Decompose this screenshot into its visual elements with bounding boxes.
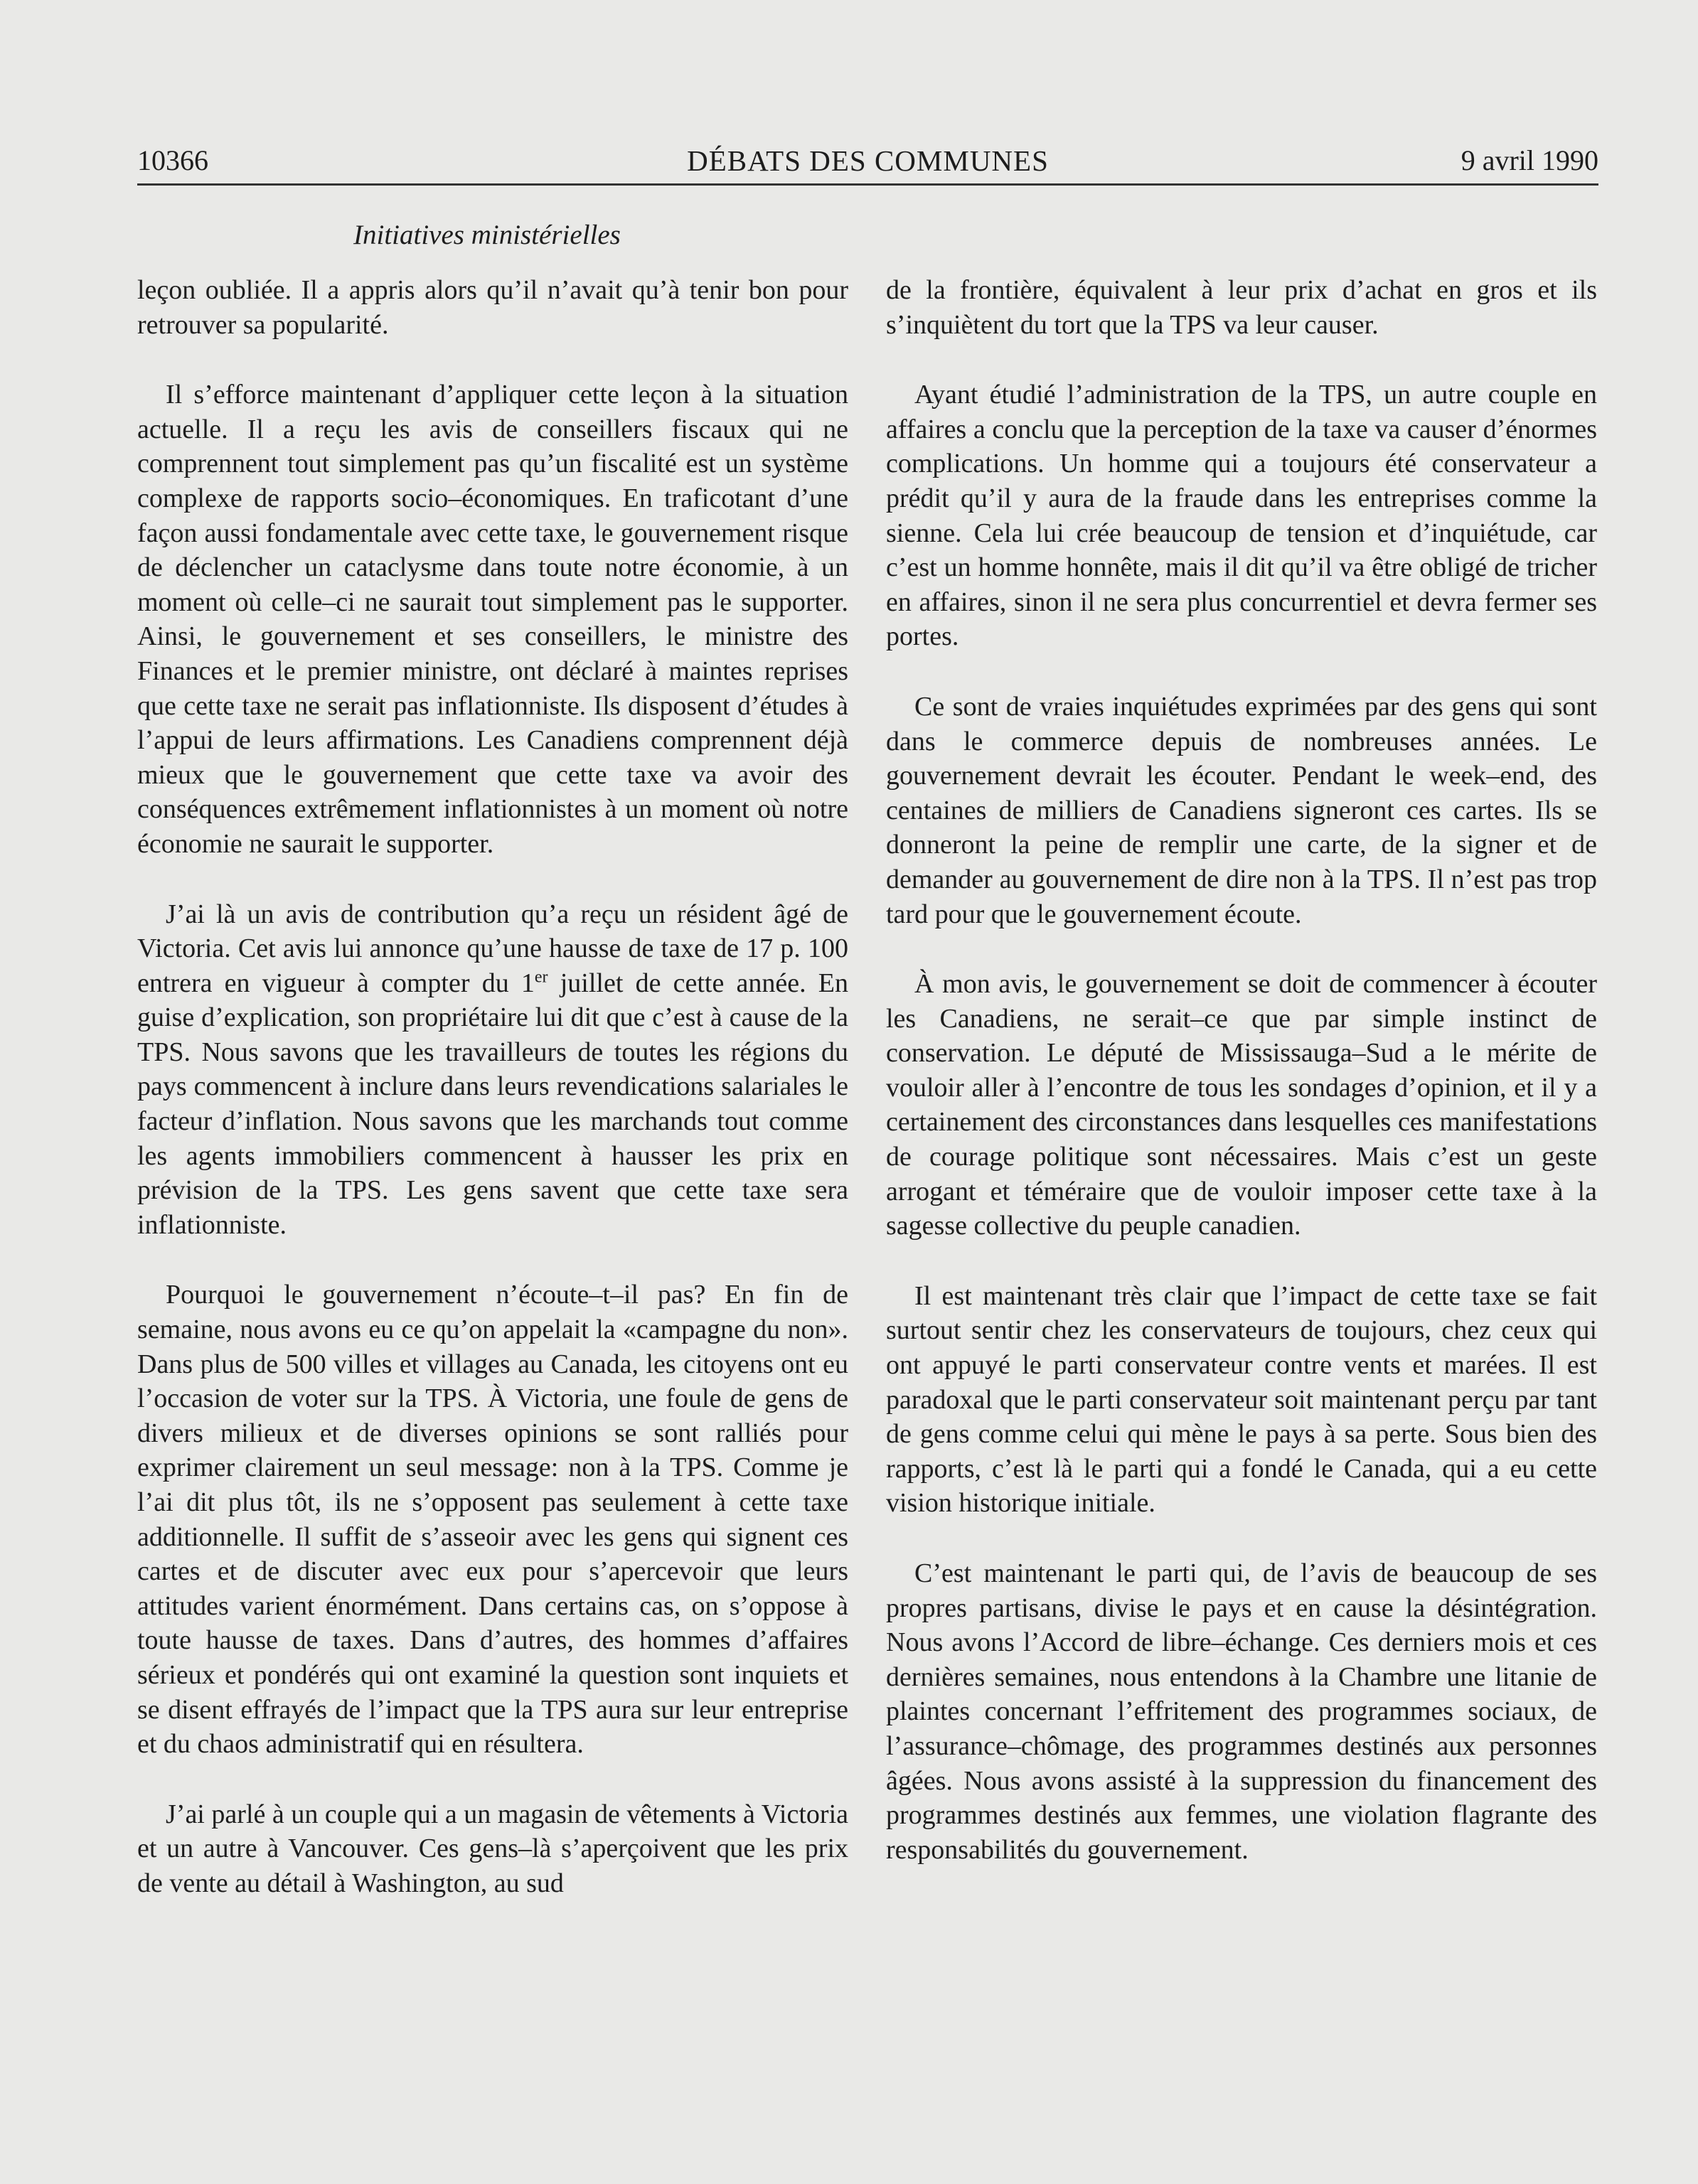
paragraph (137, 897, 848, 1243)
paragraph-text: juillet de cette année. En guise d’explication, son propriétaire lui dit que c’est à cause de la TPS. Nous savons que les travailleurs de toutes les régions du pays commencent à inclure dans leurs revendications salariales le facteur d’inflation. Nous savons que les marchands tout comme les agents immobiliers commencent à hausser les prix en prévision de la TPS. Les gens savent que cette taxe sera inflationniste. (137, 968, 849, 1240)
paragraph: leçon oubliée. Il a appris alors qu’il n’avait qu’à tenir bon pour retrouver sa popularité. (137, 275, 848, 340)
paragraph: Il s’efforce maintenant d’appliquer cette leçon à la situation actuelle. Il a reçu les avis de conseillers fiscaux qui ne comprennent tout simplement pas qu’un fiscalité est un système complexe de rapports socio–économiques. En traficotant d’une façon aussi fondamentale avec cette taxe, le gouvernement risque de déclencher un cataclysme dans toute notre économie, à un moment où celle–ci ne saurait tout simplement pas le supporter. Ainsi, le gouvernement et ses conseillers, le ministre des Finances et le premier ministre, ont déclaré à maintes reprises que cette taxe ne serait pas inflationniste. Ils disposent d’études à l’appui de leurs affirmations. Les Canadiens comprennent déjà mieux que le gouvernement que cette taxe va avoir des conséquences extrêmement inflationnistes à un moment où notre économie ne saurait le supporter. (137, 380, 848, 859)
page-header (137, 141, 1598, 186)
right-column (886, 273, 1597, 1902)
paragraph: J’ai parlé à un couple qui a un magasin de vêtements à Victoria et un autre à Vancouver. Ces gens–là s’aperçoivent que les prix de vente au détail à Washington, au sud (137, 1799, 848, 1898)
paragraph: À mon avis, le gouvernement se doit de commencer à écouter les Canadiens, ne serait–ce que par simple instinct de conservation. Le député de Mississauga–Sud a le mérite de vouloir aller à l’encontre de tous les sondages d’opinion, et il y a certainement des circonstances dans lesquelles ces manifestations de courage politique sont nécessaires. Mais c’est un geste arrogant et téméraire que de vouloir imposer cette taxe à la sagesse collective du peuple canadien. (886, 969, 1597, 1241)
paragraph-text: J’ai là un avis de contribution qu’a reçu un résident âgé de Victoria. Cet avis lui annonce qu’une hausse de taxe de 17 p. 100 entrera en vigueur à compter du 1 (137, 899, 848, 998)
paragraph: de la frontière, équivalent à leur prix d’achat en gros et ils s’inquiètent du tort que la TPS va leur causer. (886, 275, 1597, 340)
page-number: 10366 (137, 144, 208, 176)
paragraph: Il est maintenant très clair que l’impact de cette taxe se fait surtout sentir chez les conservateurs de toujours, chez ceux qui ont appuyé le parti conservateur contre vents et marées. Il est paradoxal que le parti conservateur soit maintenant perçu par tant de gens comme celui qui mène le pays à sa perte. Sous bien des rapports, c’est là le parti qui a fondé le Canada, qui a eu cette vision historique initiale. (886, 1280, 1597, 1519)
superscript: er (534, 968, 548, 987)
paragraph: C’est maintenant le parti qui, de l’avis de beaucoup de ses propres partisans, divise le pays et en cause la désintégration. Nous avons l’Accord de libre–échange. Ces derniers mois et ces dernières semaines, nous entendons à la Chambre une litanie de plaintes concernant l’effritement des programmes sociaux, de l’assurance–chômage, des programmes destinés aux personnes âgées. Nous avons assisté à la suppression du financement des programmes destinés aux femmes, une violation flagrante des responsabilités du gouvernement. (886, 1558, 1597, 1865)
page-date: 9 avril 1990 (1461, 144, 1598, 176)
paragraph: Ce sont de vraies inquiétudes exprimées par des gens qui sont dans le commerce depuis de nombreuses années. Le gouvernement devrait les écouter. Pendant le week–end, des centaines de milliers de Canadiens signeront ces cartes. Ils se donneront la peine de remplir une carte, de la signer et de demander au gouvernement de dire non à la TPS. Il n’est pas trop tard pour que le gouvernement écoute. (886, 691, 1597, 929)
paragraph: Ayant étudié l’administration de la TPS, un autre couple en affaires a conclu que la perception de la taxe va causer d’énormes complications. Un homme qui a toujours été conservateur a prédit qu’il y aura de la fraude dans les entreprises comme la sienne. Cela lui crée beaucoup de tension et d’inquiétude, car c’est un homme honnête, mais il dit qu’il va être obligé de tricher en affaires, sinon il ne sera plus concurrentiel et devra fermer ses portes. (886, 380, 1597, 652)
paragraph: Pourquoi le gouvernement n’écoute–t–il pas? En fin de semaine, nous avons eu ce qu’on appelait la «campagne du non». Dans plus de 500 villes et villages au Canada, les citoyens ont eu l’occasion de voter sur la TPS. À Victoria, une foule de gens de divers milieux et de diverses opinions se sont ralliés pour exprimer clairement un seul message: non à la TPS. Comme je l’ai dit plus tôt, ils ne s’opposent pas seulement à cette taxe additionnelle. Il suffit de s’asseoir avec les gens qui signent ces cartes et de discuter avec eux pour s’apercevoir que leurs attitudes varient énormément. Dans certains cas, on s’oppose à toute hausse de taxes. Dans d’autres, des hommes d’affaires sérieux et pondérés qui ont examiné la question sont inquiets et se disent effrayés de l’impact que la TPS aura sur leur entreprise et du chaos administratif qui en résultera. (137, 1280, 848, 1760)
section-title: Initiatives ministérielles (353, 220, 621, 250)
publication-title: DÉBATS DES COMMUNES (687, 144, 1049, 177)
left-column (137, 273, 848, 1937)
